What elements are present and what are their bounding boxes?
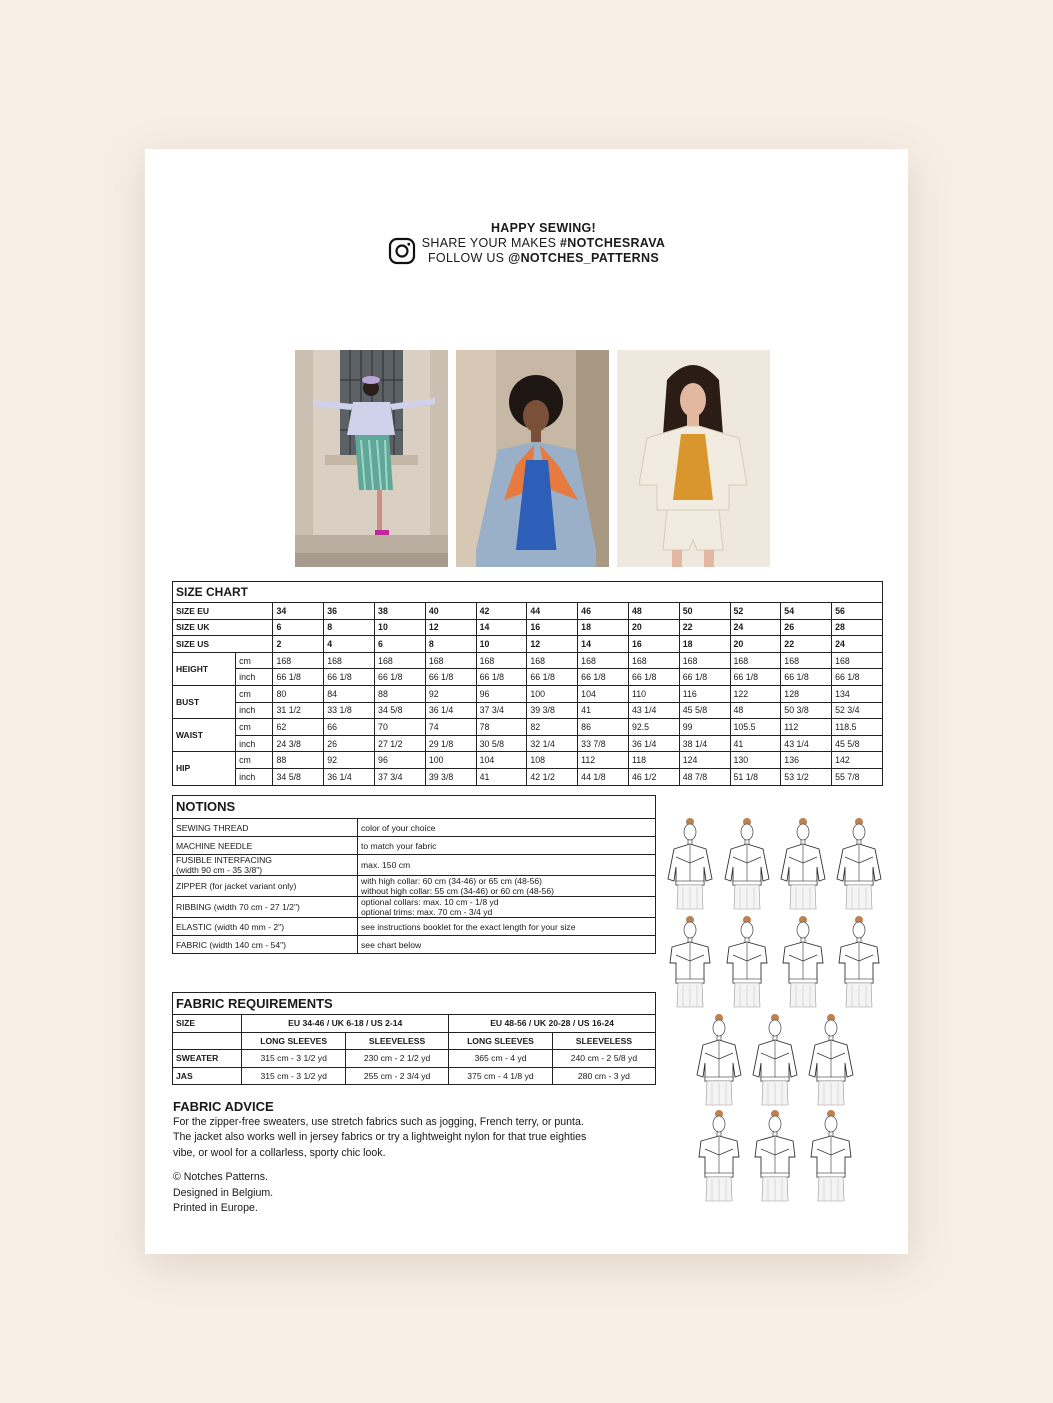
size-uk-cell: 6 [273,619,324,636]
measurement-cell: 48 [730,702,781,719]
fabric-cell: 315 cm - 3 1/2 yd [242,1067,346,1085]
share-line: SHARE YOUR MAKES #NOTCHESRAVA [421,236,666,250]
measurement-cell: 168 [375,652,426,669]
printed-text: Printed in Europe. [173,1202,258,1215]
measurement-cell: 112 [781,719,832,736]
measurement-cell: 105.5 [730,719,781,736]
measurement-cell: 34 5/8 [375,702,426,719]
size-us-cell: 18 [679,636,730,653]
notion-row [173,897,656,918]
measurement-cell: 74 [425,719,476,736]
size-us-cell: 12 [527,636,578,653]
measurement-label: BUST [173,685,236,718]
notion-value-text: with high collar: 60 cm (34-46) or 65 cm (48-56) [361,876,543,886]
sleeveless-header: SLEEVELESS [346,1032,449,1050]
copyright-text: © Notches Patterns. [173,1171,268,1184]
measurement-cell: 168 [324,652,375,669]
measurement-label: HEIGHT [173,652,236,685]
size-us-cell: 8 [425,636,476,653]
size-us-cell: 10 [476,636,527,653]
fabric-row-sweater [173,1050,656,1068]
measurement-cell: 52 3/4 [832,702,883,719]
model-photo-1 [295,350,448,567]
long-sleeves-header: LONG SLEEVES [449,1032,553,1050]
measurement-cell: 128 [781,685,832,702]
notion-item [173,855,358,876]
size-eu-label: SIZE EU [173,603,273,620]
size-uk-cell: 18 [578,619,629,636]
measurement-row [173,719,883,736]
measurement-cell: 86 [578,719,629,736]
measurement-cell: 48 7/8 [679,768,730,785]
notion-value [358,819,656,837]
measurement-cell: 96 [476,685,527,702]
measurement-cell: 66 1/8 [476,669,527,686]
size-eu-cell: 40 [425,603,476,620]
measurement-rows [173,652,883,785]
measurement-cell: 36 1/4 [628,735,679,752]
measurement-cell: 66 1/8 [628,669,679,686]
measurement-label: HIP [173,752,236,785]
measurement-cell: 168 [628,652,679,669]
notion-item [173,897,358,918]
size-eu-cell: 50 [679,603,730,620]
measurement-cell: 66 1/8 [527,669,578,686]
measurement-row [173,735,883,752]
size-eu-cell: 38 [375,603,426,620]
measurement-cell: 88 [375,685,426,702]
measurement-row [173,685,883,702]
measurement-cell: 37 3/4 [375,768,426,785]
fabric-requirements-title: FABRIC REQUIREMENTS [173,993,656,1015]
size-uk-cell: 26 [781,619,832,636]
notion-item-text: FUSIBLE INTERFACING [176,855,272,865]
notion-row [173,819,656,837]
measurement-cell: 44 1/8 [578,768,629,785]
notion-row [173,837,656,855]
measurement-cell: 43 1/4 [781,735,832,752]
notion-value [358,936,656,954]
fabric-cell: 280 cm - 3 yd [552,1067,655,1085]
measurement-cell: 104 [476,752,527,769]
measurement-cell: 66 1/8 [679,669,730,686]
measurement-cell: 118 [628,752,679,769]
size-us-cell: 20 [730,636,781,653]
measurement-cell: 100 [425,752,476,769]
sleeveless-header: SLEEVELESS [552,1032,655,1050]
measurement-cell: 66 1/8 [375,669,426,686]
size-uk-cell: 24 [730,619,781,636]
measurement-cell: 34 5/8 [273,768,324,785]
measurement-cell: 33 7/8 [578,735,629,752]
size-eu-cell: 42 [476,603,527,620]
measurement-cell: 36 1/4 [425,702,476,719]
size-uk-row [173,619,883,636]
garment-sketch [668,818,712,909]
model-photo-2 [456,350,609,567]
notion-value-text: see instructions booklet for the exact length for your size [361,921,576,932]
unit-label: inch [236,768,273,785]
size-uk-cell: 12 [425,619,476,636]
size-us-cell: 22 [781,636,832,653]
notion-item-text: ZIPPER (for jacket variant only) [176,881,297,891]
unit-label: inch [236,735,273,752]
size-us-cell: 16 [628,636,679,653]
fabric-advice-line: The jacket also works well in jersey fabrics or try a lightweight nylon for that true eighties [173,1131,587,1144]
size-chart-title: SIZE CHART [173,582,883,603]
measurement-cell: 124 [679,752,730,769]
notion-row [173,876,656,897]
designed-text: Designed in Belgium. [173,1186,274,1199]
size-group-1: EU 34-46 / UK 6-18 / US 2-14 [242,1015,449,1033]
unit-label: cm [236,685,273,702]
measurement-cell: 168 [832,652,883,669]
long-sleeves-header: LONG SLEEVES [242,1032,346,1050]
measurement-cell: 55 7/8 [832,768,883,785]
size-label: SIZE [173,1015,242,1033]
measurement-cell: 134 [832,685,883,702]
size-uk-cell: 16 [527,619,578,636]
size-eu-cell: 48 [628,603,679,620]
notion-value-text: optional collars: max. 10 cm - 1/8 yd [361,897,499,907]
measurement-cell: 78 [476,719,527,736]
unit-label: cm [236,652,273,669]
notion-value-subtext: without high collar: 55 cm (34-46) or 60 cm (48-56) [361,886,554,896]
fabric-cell: 255 cm - 2 3/4 yd [346,1067,449,1085]
header [145,221,908,266]
size-eu-cell: 44 [527,603,578,620]
measurement-cell: 24 3/8 [273,735,324,752]
notions-title: NOTIONS [173,796,656,819]
measurement-cell: 66 1/8 [832,669,883,686]
notion-item-text: RIBBING (width 70 cm - 27 1/2") [176,902,300,912]
garment-sketch [725,818,769,909]
notion-value-subtext: optional trims: max. 70 cm - 3/4 yd [361,907,493,917]
notion-row [173,855,656,876]
measurement-row [173,752,883,769]
size-eu-cell: 56 [832,603,883,620]
notion-value [358,837,656,855]
measurement-cell: 66 1/8 [324,669,375,686]
size-chart-table [172,581,883,786]
size-us-label: SIZE US [173,636,273,653]
size-us-cell: 6 [375,636,426,653]
measurement-cell: 130 [730,752,781,769]
garment-sketch [670,916,710,1007]
garment-sketch [783,916,823,1007]
measurement-cell: 168 [578,652,629,669]
notion-value [358,897,656,918]
notion-item [173,936,358,954]
notion-item [173,819,358,837]
measurement-cell: 27 1/2 [375,735,426,752]
measurement-cell: 30 5/8 [476,735,527,752]
notion-item-subtext: (width 90 cm - 35 3/8") [176,865,263,875]
measurement-cell: 66 1/8 [781,669,832,686]
measurement-cell: 62 [273,719,324,736]
measurement-cell: 168 [476,652,527,669]
measurement-cell: 51 1/8 [730,768,781,785]
measurement-cell: 45 5/8 [832,735,883,752]
fabric-row-label: SWEATER [173,1050,242,1068]
size-uk-cell: 28 [832,619,883,636]
measurement-cell: 50 3/8 [781,702,832,719]
fabric-advice-line: For the zipper-free sweaters, use stretch fabrics such as jogging, French terry, or punta. [173,1116,584,1128]
notion-value [358,855,656,876]
size-uk-cell: 8 [324,619,375,636]
measurement-cell: 37 3/4 [476,702,527,719]
instagram-handle[interactable]: @NOTCHES_PATTERNS [508,251,659,265]
notions-table [172,795,656,954]
notion-item [173,837,358,855]
garment-sketch [753,1014,797,1105]
measurement-cell: 38 1/4 [679,735,730,752]
notion-value-text: see chart below [361,939,422,950]
fabric-requirements-table [172,992,656,1085]
measurement-cell: 33 1/8 [324,702,375,719]
measurement-cell: 53 1/2 [781,768,832,785]
measurement-cell: 92.5 [628,719,679,736]
measurement-cell: 41 [476,768,527,785]
measurement-cell: 168 [527,652,578,669]
measurement-row [173,652,883,669]
measurement-cell: 80 [273,685,324,702]
measurement-cell: 42 1/2 [527,768,578,785]
notion-value [358,918,656,936]
measurement-cell: 100 [527,685,578,702]
garment-sketch [809,1014,853,1105]
size-us-row [173,636,883,653]
size-uk-label: SIZE UK [173,619,273,636]
notion-value [358,876,656,897]
measurement-cell: 41 [578,702,629,719]
measurement-cell: 116 [679,685,730,702]
measurement-cell: 41 [730,735,781,752]
garment-sketch [755,1110,795,1201]
hashtag[interactable]: #NOTCHESRAVA [560,236,666,250]
instagram-icon [388,237,416,265]
garment-sketch [727,916,767,1007]
measurement-cell: 66 1/8 [273,669,324,686]
fabric-cell: 230 cm - 2 1/2 yd [346,1050,449,1068]
size-us-cell: 2 [273,636,324,653]
measurement-cell: 36 1/4 [324,768,375,785]
measurement-cell: 32 1/4 [527,735,578,752]
garment-sketch [697,1014,741,1105]
measurement-cell: 39 3/8 [527,702,578,719]
fabric-advice [173,1099,663,1216]
pattern-sheet [145,149,908,1254]
fabric-cell: 375 cm - 4 1/8 yd [449,1067,553,1085]
notion-item-text: SEWING THREAD [176,822,249,833]
size-uk-cell: 20 [628,619,679,636]
measurement-row [173,768,883,785]
size-eu-cell: 54 [781,603,832,620]
measurement-cell: 110 [628,685,679,702]
measurement-cell: 168 [273,652,324,669]
technical-drawings [665,817,895,1202]
measurement-cell: 142 [832,752,883,769]
measurement-cell: 31 1/2 [273,702,324,719]
fabric-cell: 315 cm - 3 1/2 yd [242,1050,346,1068]
unit-label: inch [236,669,273,686]
photo-row [295,350,770,567]
measurement-cell: 70 [375,719,426,736]
size-uk-cell: 10 [375,619,426,636]
notion-item-text: MACHINE NEEDLE [176,840,253,851]
measurement-cell: 45 5/8 [679,702,730,719]
measurement-cell: 99 [679,719,730,736]
fabric-row-jas [173,1067,656,1085]
measurement-cell: 29 1/8 [425,735,476,752]
measurement-cell: 104 [578,685,629,702]
measurement-cell: 66 1/8 [730,669,781,686]
size-group-2: EU 48-56 / UK 20-28 / US 16-24 [449,1015,656,1033]
measurement-cell: 122 [730,685,781,702]
measurement-label: WAIST [173,719,236,752]
garment-sketch [837,818,881,909]
measurement-cell: 66 [324,719,375,736]
measurement-cell: 136 [781,752,832,769]
measurement-cell: 84 [324,685,375,702]
unit-label: inch [236,702,273,719]
size-us-cell: 24 [832,636,883,653]
fabric-row-label: JAS [173,1067,242,1085]
measurement-cell: 46 1/2 [628,768,679,785]
measurement-cell: 118.5 [832,719,883,736]
notion-value-text: to match your fabric [361,840,437,851]
empty-cell [173,1032,242,1050]
follow-line: FOLLOW US @NOTCHES_PATTERNS [428,251,659,265]
measurement-cell: 112 [578,752,629,769]
size-uk-cell: 14 [476,619,527,636]
fabric-cell: 240 cm - 2 5/8 yd [552,1050,655,1068]
fabric-cell: 365 cm - 4 yd [449,1050,553,1068]
size-us-cell: 4 [324,636,375,653]
size-uk-cell: 22 [679,619,730,636]
measurement-cell: 96 [375,752,426,769]
fabric-advice-line: vibe, or wool for a collarless, sporty chic look. [173,1146,386,1159]
measurement-cell: 66 1/8 [578,669,629,686]
measurement-row [173,702,883,719]
fabric-advice-title: FABRIC ADVICE [173,1099,274,1114]
notion-item-text: ELASTIC (width 40 mm - 2") [176,921,285,932]
measurement-cell: 92 [425,685,476,702]
notion-row [173,936,656,954]
measurement-cell: 168 [425,652,476,669]
size-eu-cell: 52 [730,603,781,620]
notion-item [173,876,358,897]
measurement-cell: 26 [324,735,375,752]
measurement-cell: 168 [679,652,730,669]
measurement-cell: 39 3/8 [425,768,476,785]
garment-sketch [781,818,825,909]
unit-label: cm [236,752,273,769]
notion-value-text: max. 150 cm [361,860,411,870]
notion-item-text: FABRIC (width 140 cm - 54") [176,939,287,950]
measurement-cell: 92 [324,752,375,769]
measurement-cell: 168 [730,652,781,669]
unit-label: cm [236,719,273,736]
measurement-cell: 108 [527,752,578,769]
notion-value-text: color of your choice [361,822,436,833]
model-photo-3 [617,350,770,567]
happy-sewing-text: HAPPY SEWING! [490,221,597,235]
measurement-cell: 168 [781,652,832,669]
measurement-row [173,669,883,686]
notion-item [173,918,358,936]
garment-sketch [811,1110,851,1201]
measurement-cell: 43 1/4 [628,702,679,719]
measurement-cell: 66 1/8 [425,669,476,686]
notion-row [173,918,656,936]
size-eu-cell: 34 [273,603,324,620]
measurement-cell: 82 [527,719,578,736]
measurement-cell: 88 [273,752,324,769]
size-eu-row [173,603,883,620]
size-eu-cell: 46 [578,603,629,620]
size-eu-cell: 36 [324,603,375,620]
size-us-cell: 14 [578,636,629,653]
garment-sketch [839,916,879,1007]
garment-sketch [699,1110,739,1201]
